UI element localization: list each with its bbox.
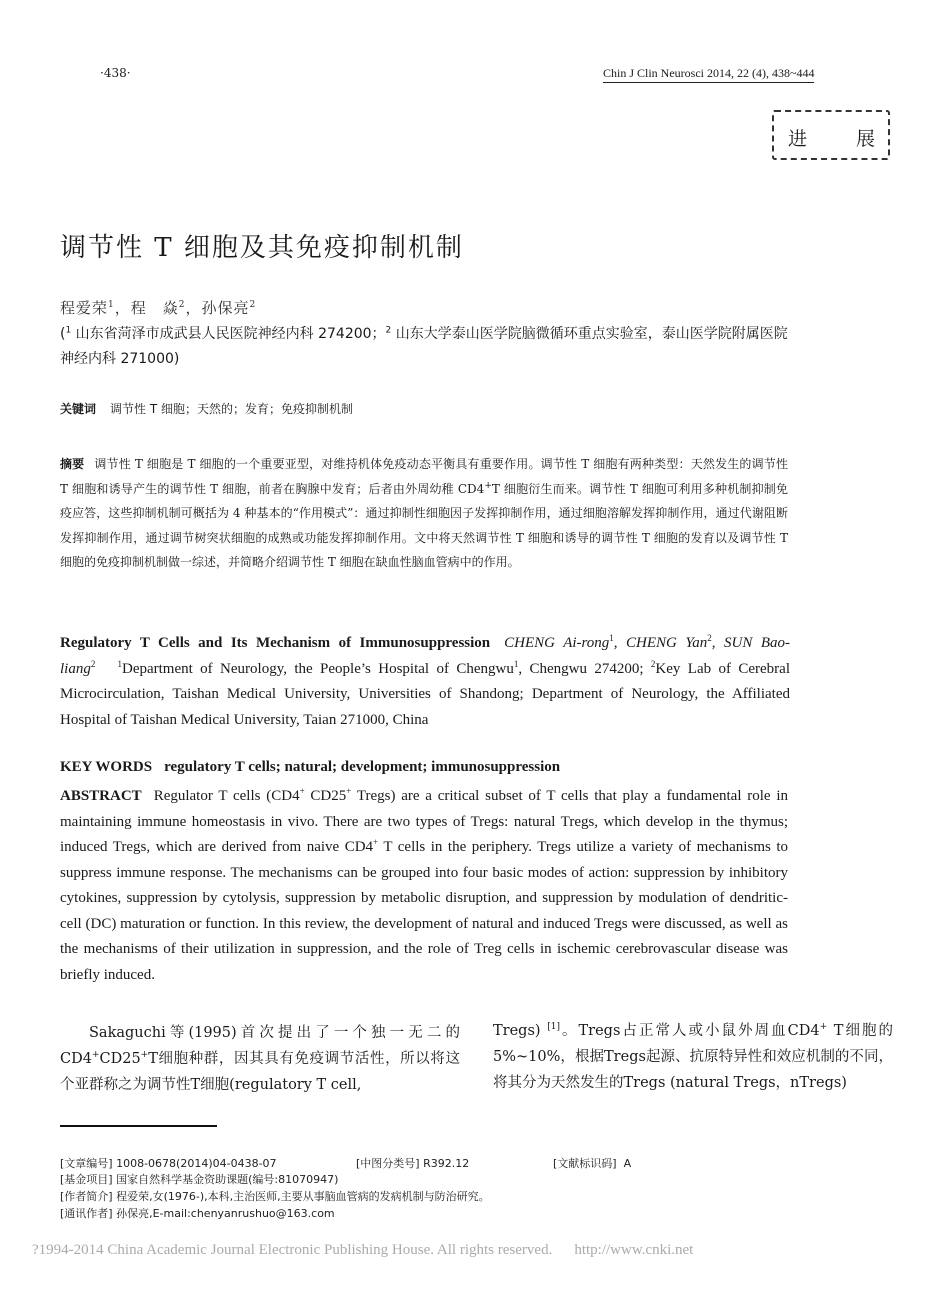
col1-s2: +: [140, 1050, 149, 1061]
col1-s1: +: [91, 1050, 100, 1061]
col2-c: T细胞的5%~10%，根据Tregs起源、抗原特异性和效应机制的不同，将其分为天然发生的Tregs (natural Tregs，nTregs): [493, 1023, 893, 1091]
author-1: 程爱荣: [60, 299, 109, 317]
cnki-link[interactable]: http://www.cnki.net: [574, 1242, 694, 1258]
abstract-en-label: ABSTRACT: [60, 788, 142, 804]
copyright-footer: [32, 1242, 693, 1259]
affil-open: (: [60, 326, 66, 342]
abstract-en-s3: +: [373, 837, 379, 847]
abstract-en-t3: Tregs) are a critical subset of T cells that play a fundamental role in maintaining immune homeostasis in vivo. There are two types of Tregs: natural Tregs, which develop in the thymus; induced Tregs, which are derived from naive CD4: [60, 788, 789, 855]
keywords-cn-text: 调节性 T 细胞；天然的；发育；免疫抑制机制: [110, 402, 353, 416]
en-affil-sup-2: 2: [650, 658, 656, 669]
abstract-cn-sup: +: [484, 480, 492, 491]
en-author-3-sup: 2: [90, 658, 96, 669]
en-author-1: CHENG Ai-rong: [504, 635, 610, 651]
en-affil-2: Key Lab of Cerebral Microcirculation, Taishan Medical University, Universities of Shandong; Department of Neurology, the Affiliated Hospital of Taishan Medical University, Taian 271000, China: [60, 660, 791, 728]
fund-label: [基金项目]: [60, 1173, 113, 1186]
corr-text: 孙保亮,E-mail:chenyanrushuo@163.com: [116, 1207, 335, 1220]
article-title: 调节性 T 细胞及其免疫抑制机制: [60, 233, 464, 263]
en-author-comma-1: ,: [613, 635, 627, 651]
abstract-en-t1: Regulator T cells (CD4: [153, 788, 300, 804]
en-affil-1a: Department of Neurology, the People’s Hospital of Chengwu: [121, 660, 514, 677]
col1-c: T细胞种群，因其具有免疫调节活性，所以将这个亚群称之为调节性T细胞(regulatory T cell,: [60, 1051, 460, 1093]
abstract-en-t4: T cells in the periphery. Tregs utilize a variety of mechanisms to suppress immune response. The mechanisms can be grouped into four basic modes of action: suppression by inhibitory cytokines, suppression by cytolysis, suppression by metabolic disruption, and suppression by modulation of dendritic-cell (DC) maturation or function. In this review, the development of natural and induced Tregs were discussed, as well as the mechanisms of their utilization in suppression, and the role of Treg cells in ischemic cerebrovascular disease was briefly induced.: [60, 839, 788, 983]
keywords-en: [60, 759, 560, 776]
doc-code: A: [623, 1157, 632, 1170]
corr-label: [通讯作者]: [60, 1207, 113, 1220]
keywords-cn-label: 关键词: [60, 402, 97, 416]
english-title-block: [60, 631, 790, 733]
affil-text-1: 山东省菏泽市成武县人民医院神经内科 274200；: [71, 326, 386, 342]
affiliation-cn: [60, 322, 790, 372]
col2-s: +: [819, 1022, 828, 1033]
en-author-1-sup: 1: [609, 633, 614, 643]
abstract-en-t2: CD25: [304, 788, 347, 804]
authors-cn: [60, 297, 256, 318]
col1-b: CD25: [99, 1051, 141, 1067]
en-author-3: SUN Bao-liang: [60, 635, 790, 677]
class-label: [中图分类号]: [356, 1157, 420, 1170]
author-2: 程 焱: [130, 299, 179, 317]
keywords-en-text: regulatory T cells; natural; development; immunosuppression: [164, 759, 561, 775]
affil-sup-2: 2: [385, 325, 392, 336]
journal-citation: Chin J Clin Neurosci 2014, 22 (4), 438~444: [603, 66, 814, 83]
abstract-en: [60, 784, 788, 988]
en-affil-sup-1: 1: [117, 658, 122, 669]
class-no: R392.12: [423, 1157, 470, 1170]
col2-b: 。Tregs占正常人或小鼠外周血CD4: [559, 1023, 820, 1039]
footnote-divider: [60, 1125, 217, 1127]
abstract-cn-part1: 调节性 T 细胞是 T 细胞的一个重要亚型，对维持机体免疫动态平衡具有重要作用。调节性 T 细胞有两种类型：天然发生的调节性 T 细胞和诱导产生的调节性 T 细胞，前者在胸腺中发育；后者由外周幼稚 CD4: [60, 457, 788, 496]
col1-a: Sakaguchi等(1995)首次提出了一个独一无二的CD4: [60, 1025, 460, 1067]
author-info-label: [作者简介]: [60, 1190, 113, 1203]
affil-sup-1: 1: [65, 325, 72, 336]
author-sep-2: ，: [185, 299, 202, 317]
author-info-text: 程爱荣,女(1976-),本科,主治医师,主要从事脑血管病的发病机制与防治研究。: [116, 1190, 490, 1203]
abstract-cn-part2: T 细胞衍生而来。调节性 T 细胞可利用多种机制抑制免疫应答，这些抑制机制可概括为 4 种基本的“作用模式”：通过抑制性细胞因子发挥抑制作用，通过细胞溶解发挥抑制作用，通过代谢阻断发挥抑制作用，通过调节树突状细胞的成熟或功能发挥抑制作用。文中将天然调节性 T 细胞和诱导的调节性 T 细胞的发育以及调节性 T 细胞的免疫抑制机制做一综述，并简略介绍调节性 T 细胞在缺血性脑血管病中的作用。: [60, 481, 788, 569]
body-column-2: [493, 1018, 893, 1096]
keywords-en-label: KEY WORDS: [60, 759, 153, 775]
section-label-box: [772, 110, 890, 160]
article-no: 1008-0678(2014)04-0438-07: [116, 1157, 277, 1170]
en-affil-1-sup: 1: [513, 658, 519, 669]
footnote-author-info: [60, 1189, 490, 1205]
footnote-fund: [60, 1172, 338, 1188]
abstract-cn-label: 摘要: [60, 457, 85, 471]
col2-a: Tregs): [493, 1023, 548, 1039]
doc-label: [文献标识码]: [553, 1157, 617, 1170]
body-column-1: [60, 1020, 460, 1098]
section-label-char-1: 进: [788, 128, 808, 150]
footnote-corresponding: [60, 1206, 335, 1222]
en-affil-1b: , Chengwu 274200;: [518, 660, 651, 677]
affil-text-2: 山东大学泰山医学院脑微循环重点实验室，泰山医学院附属医院神经内科 271000): [60, 326, 788, 367]
en-author-2-sup: 2: [707, 633, 712, 643]
author-3-sup: 2: [249, 300, 257, 310]
section-label-char-2: 展: [856, 128, 876, 150]
page-number: ·438·: [100, 66, 131, 80]
en-author-2: CHENG Yan: [626, 635, 708, 651]
abstract-en-s2: +: [346, 786, 352, 796]
en-author-comma-2: ,: [711, 635, 725, 651]
abstract-cn: [60, 452, 788, 575]
author-1-sup: 1: [108, 300, 115, 310]
footnote-article-info: [60, 1156, 632, 1172]
article-no-label: [文章编号]: [60, 1157, 113, 1170]
author-2-sup: 2: [178, 300, 186, 310]
abstract-en-s1: +: [299, 786, 305, 796]
author-3: 孙保亮: [201, 299, 250, 317]
copyright-text: ?1994-2014 China Academic Journal Electronic Publishing House. All rights reserved.: [32, 1242, 553, 1258]
author-sep-1: ，: [114, 299, 131, 317]
keywords-cn: [60, 400, 353, 417]
english-title: Regulatory T Cells and Its Mechanism of Immunosuppression: [60, 635, 491, 651]
fund-text: 国家自然科学基金资助课题(编号:81070947): [116, 1173, 339, 1186]
col2-ref: [1]: [547, 1022, 560, 1033]
